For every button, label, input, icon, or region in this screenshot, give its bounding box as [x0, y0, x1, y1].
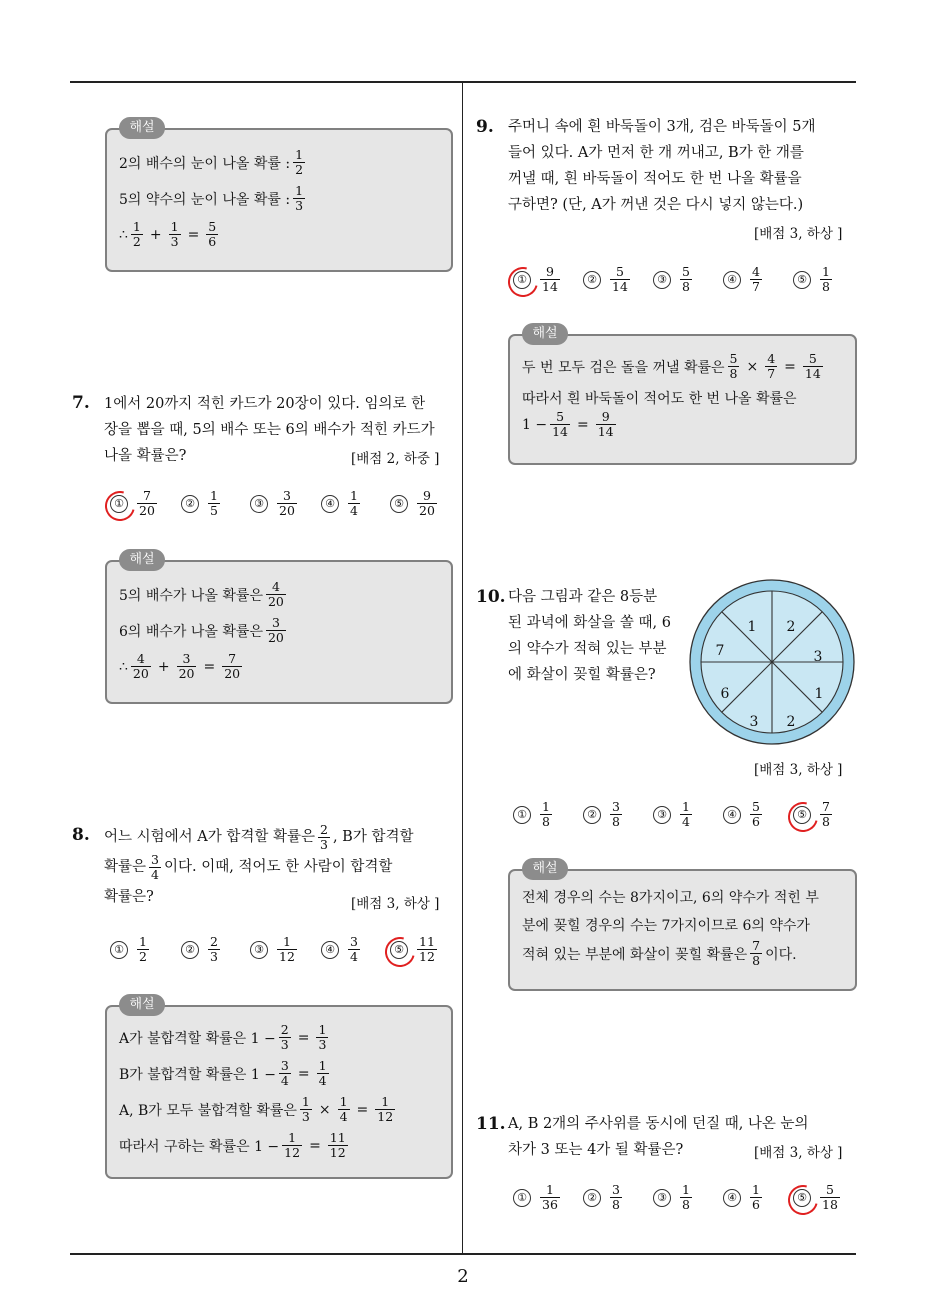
- question-number: 11.: [476, 1114, 506, 1134]
- choice-5[interactable]: ⑤ $\frac{9}{20}$: [390, 489, 440, 518]
- choice-4[interactable]: ④ $\frac{1}{4}$: [321, 489, 363, 518]
- solution-label: 해설: [522, 858, 568, 880]
- score-meta: [배점 3, 하상 ]: [754, 226, 843, 242]
- sector-number: 3: [813, 649, 823, 665]
- solution-box-q9: [508, 326, 857, 465]
- question-number: 9.: [476, 117, 494, 137]
- sector-number: 3: [749, 714, 759, 730]
- solution-line: A, B가 모두 불합격할 확률은 $\frac{1}{3}$ × $\frac{1}{4}$ = $\frac{1}{12}$: [119, 1094, 394, 1124]
- solution-line: ∴ $\frac{1}{2}$ + $\frac{1}{3}$ = $\frac{5}{6}$: [119, 219, 217, 249]
- answer-circle-mark: [380, 931, 421, 972]
- solution-label: 해설: [119, 549, 165, 571]
- top-rule: [70, 81, 856, 83]
- choice-5[interactable]: ⑤ $\frac{11}{12}$: [390, 935, 440, 964]
- choice-2[interactable]: ② $\frac{3}{8}$: [583, 800, 625, 829]
- sector-number: 6: [720, 686, 730, 702]
- solution-line: 2의 배수의 눈이 나올 확률 : $\frac{1}{2}$: [119, 147, 304, 177]
- solution-box-q7: [105, 552, 453, 704]
- choice-3[interactable]: ③ $\frac{3}{20}$: [250, 489, 300, 518]
- sector-number: 1: [814, 686, 824, 702]
- choice-4[interactable]: ④ $\frac{3}{4}$: [321, 935, 363, 964]
- answer-circle-mark: [783, 796, 824, 837]
- score-meta: [배점 3, 하상 ]: [754, 762, 843, 778]
- score-meta: [배점 3, 하상 ]: [754, 1145, 843, 1161]
- choice-1[interactable]: ① $\frac{9}{14}$: [513, 265, 563, 294]
- answer-circle-mark: [503, 261, 544, 302]
- target-diagram: [688, 570, 856, 754]
- question-text: 1에서 20까지 적힌 카드가 20장이 있다. 임의로 한 장을 뽑을 때, 5의 배수 또는 6의 배수가 적힌 카드가 나올 확률은?: [104, 396, 435, 464]
- page-number: 2: [457, 1266, 469, 1287]
- bottom-rule: [70, 1253, 856, 1255]
- question-text: A, B 2개의 주사위를 동시에 던질 때, 나온 눈의 차가 3 또는 4가 될 확률은?: [508, 1116, 809, 1158]
- question-number: 8.: [72, 825, 90, 845]
- column-divider: [462, 83, 463, 1253]
- sector-number: 2: [786, 714, 796, 730]
- solution-line: 전체 경우의 수는 8가지이고, 6의 약수가 적힌 부: [522, 890, 819, 906]
- choice-3[interactable]: ③ $\frac{5}{8}$: [653, 265, 695, 294]
- score-meta: [배점 3, 하상 ]: [351, 896, 440, 912]
- choice-2[interactable]: ② $\frac{5}{14}$: [583, 265, 633, 294]
- solution-line: 따라서 구하는 확률은 1 − $\frac{1}{12}$ = $\frac{11}{12}$: [119, 1130, 346, 1160]
- choice-5[interactable]: ⑤ $\frac{5}{18}$: [793, 1183, 843, 1212]
- choice-4[interactable]: ④ $\frac{5}{6}$: [723, 800, 765, 829]
- question-number: 10.: [476, 587, 506, 607]
- solution-line: 6의 배수가 나올 확률은 $\frac{3}{20}$: [119, 615, 284, 645]
- question-text: 주머니 속에 흰 바둑돌이 3개, 검은 바둑돌이 5개 들어 있다. A가 먼저 한 개 꺼내고, B가 한 개를 꺼낼 때, 흰 바둑돌이 적어도 한 번 나올 확률을 구하면? (단, A가 꺼낸 것은 다시 넣지 않는다.): [508, 119, 816, 213]
- solution-line: 1 − $\frac{5}{14}$ = $\frac{9}{14}$: [522, 409, 614, 439]
- sector-number: 7: [715, 643, 725, 659]
- solution-line: B가 불합격할 확률은 1 − $\frac{3}{4}$ = $\frac{1}{4}$: [119, 1058, 327, 1088]
- choice-1[interactable]: ① $\frac{1}{8}$: [513, 800, 555, 829]
- choice-1[interactable]: ① $\frac{7}{20}$: [110, 489, 160, 518]
- solution-box-q10: [508, 861, 857, 991]
- choice-2[interactable]: ② $\frac{2}{3}$: [181, 935, 223, 964]
- solution-label: 해설: [119, 117, 165, 139]
- choice-1[interactable]: ① $\frac{1}{36}$: [513, 1183, 563, 1212]
- solution-line: ∴ $\frac{4}{20}$ + $\frac{3}{20}$ = $\frac{7}{20}$: [119, 651, 241, 681]
- solution-line: 따라서 흰 바둑돌이 적어도 한 번 나올 확률은: [522, 391, 797, 407]
- answer-circle-mark: [100, 485, 141, 526]
- question-text: 다음 그림과 같은 8등분 된 과녁에 화살을 쏠 때, 6 의 약수가 적혀 있는 부분 에 화살이 꽂힐 확률은?: [508, 589, 671, 683]
- solution-line: 5의 약수의 눈이 나올 확률 : $\frac{1}{3}$: [119, 183, 304, 213]
- solution-box-q6: [105, 120, 453, 272]
- choice-5[interactable]: ⑤ $\frac{7}{8}$: [793, 800, 835, 829]
- solution-box-q8: [105, 997, 453, 1179]
- choice-3[interactable]: ③ $\frac{1}{8}$: [653, 1183, 695, 1212]
- question-text: 어느 시험에서 A가 합격할 확률은 $\frac{2}{3}$ , B가 합격할 확률은 $\frac{3}{4}$ 이다. 이때, 적어도 한 사람이 합격할 확률은?: [104, 821, 414, 905]
- choice-3[interactable]: ③ $\frac{1}{12}$: [250, 935, 300, 964]
- score-meta: [배점 2, 하중 ]: [351, 451, 440, 467]
- question-number: 7.: [72, 393, 90, 413]
- choice-4[interactable]: ④ $\frac{1}{6}$: [723, 1183, 765, 1212]
- solution-line: 5의 배수가 나올 확률은 $\frac{4}{20}$: [119, 579, 284, 609]
- solution-line: 두 번 모두 검은 돌을 꺼낼 확률은 $\frac{5}{8}$ × $\frac{4}{7}$ = $\frac{5}{14}$: [522, 351, 821, 381]
- solution-label: 해설: [522, 323, 568, 345]
- choice-5[interactable]: ⑤ $\frac{1}{8}$: [793, 265, 835, 294]
- choice-2[interactable]: ② $\frac{1}{5}$: [181, 489, 223, 518]
- sector-number: 2: [786, 619, 796, 635]
- choice-2[interactable]: ② $\frac{3}{8}$: [583, 1183, 625, 1212]
- choice-4[interactable]: ④ $\frac{4}{7}$: [723, 265, 765, 294]
- solution-line: 분에 꽂힐 경우의 수는 7가지이므로 6의 약수가: [522, 918, 810, 934]
- answer-circle-mark: [783, 1179, 824, 1220]
- solution-line: 적혀 있는 부분에 화살이 꽂힐 확률은 $\frac{7}{8}$ 이다.: [522, 938, 797, 968]
- choice-1[interactable]: ① $\frac{1}{2}$: [110, 935, 152, 964]
- solution-label: 해설: [119, 994, 165, 1016]
- sector-number: 1: [747, 619, 757, 635]
- solution-line: A가 불합격할 확률은 1 − $\frac{2}{3}$ = $\frac{1}{3}$: [119, 1022, 327, 1052]
- choice-3[interactable]: ③ $\frac{1}{4}$: [653, 800, 695, 829]
